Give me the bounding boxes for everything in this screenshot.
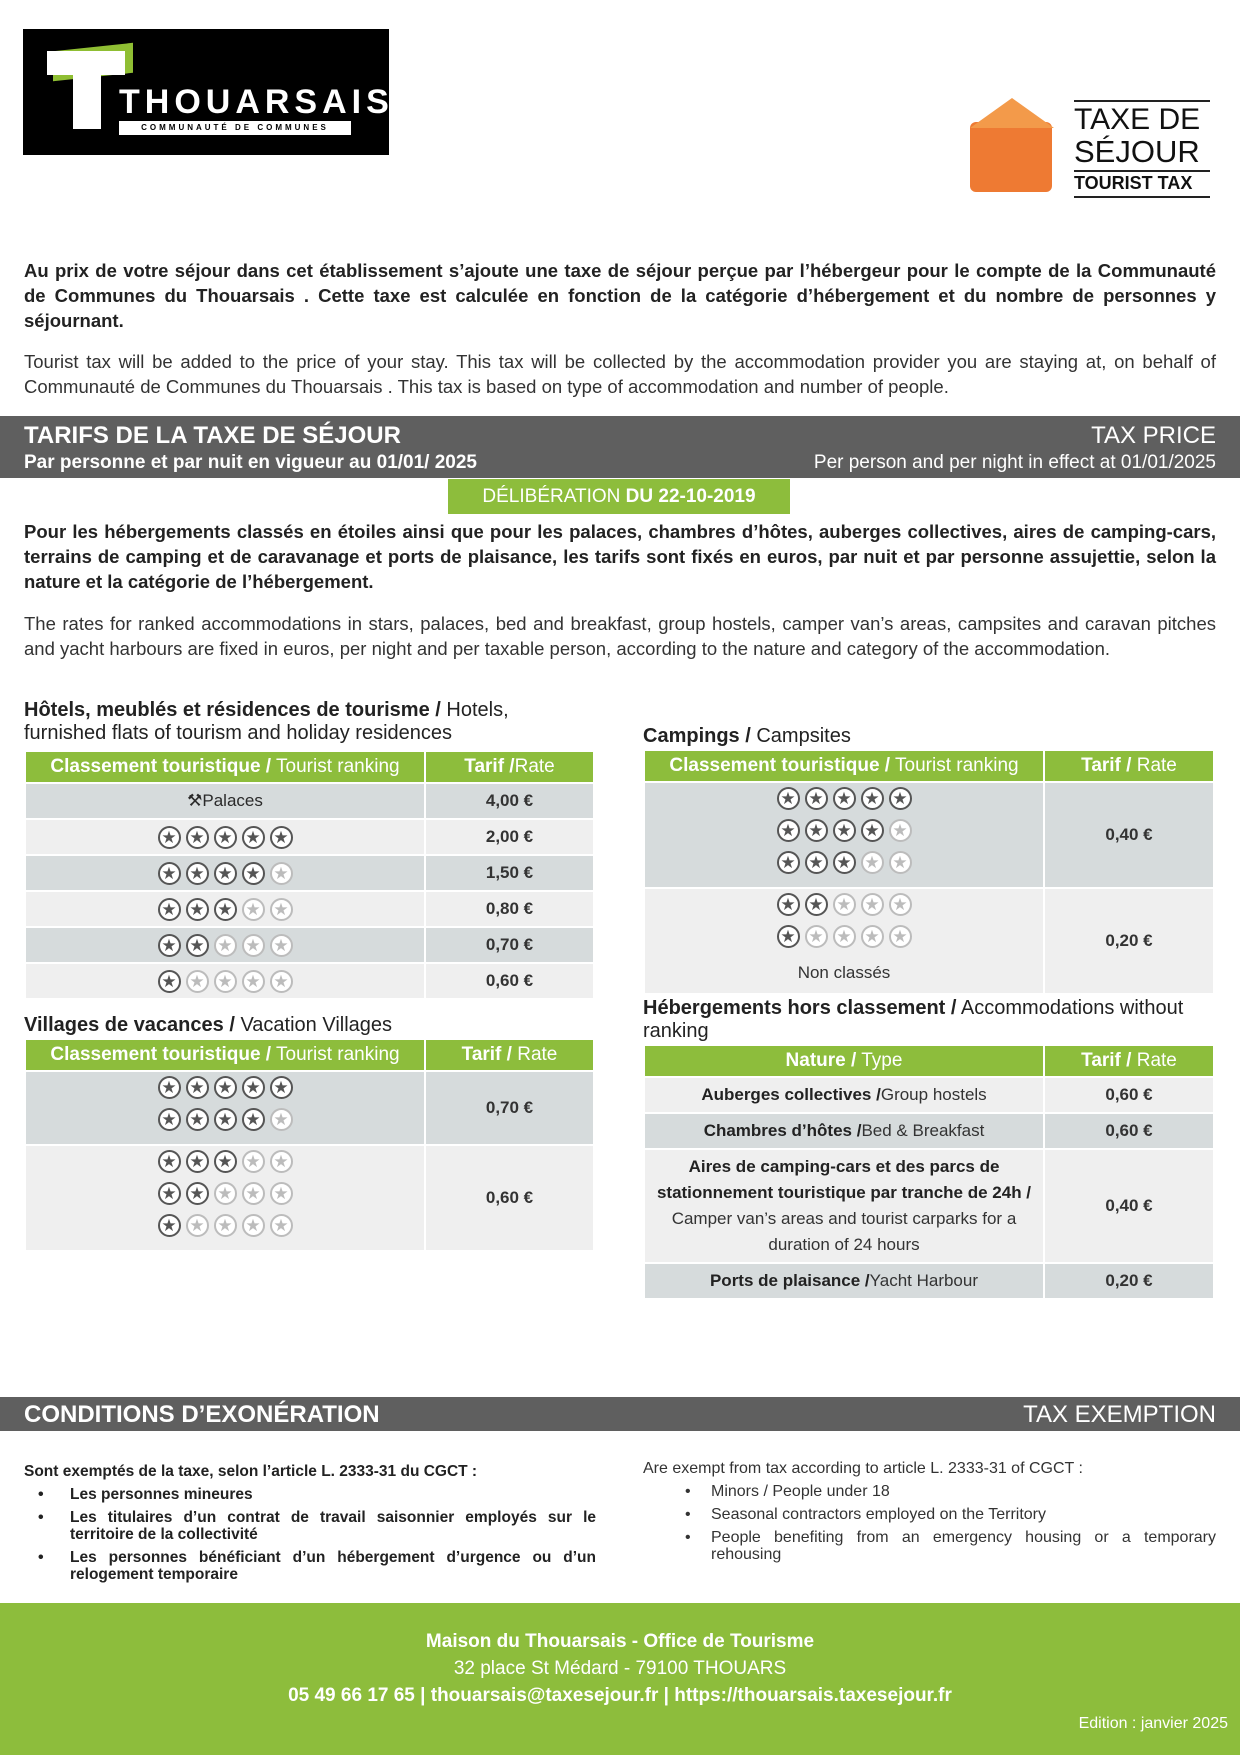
star-filled-icon: ★: [158, 1108, 181, 1131]
villages-table: [24, 1038, 595, 1252]
rate-cell: 0,20 €: [1044, 1263, 1214, 1299]
star-filled-icon: ★: [158, 970, 181, 993]
star-filled-icon: ★: [777, 851, 800, 874]
star-rating: [777, 893, 912, 916]
star-filled-icon: ★: [805, 819, 828, 842]
star-rating: [158, 898, 293, 921]
table-row: [25, 783, 594, 819]
star-filled-icon: ★: [214, 1076, 237, 1099]
exemption-band: [0, 1397, 1240, 1431]
rate-cell: 0,20 €: [1044, 888, 1214, 994]
star-empty-icon: ★: [242, 1214, 265, 1237]
palaces-cell: [25, 783, 425, 819]
star-filled-icon: ★: [158, 826, 181, 849]
unranked-col-rate: Tarif / Rate: [1044, 1045, 1214, 1077]
unranked-title-fr: Hébergements hors classement /: [643, 997, 957, 1019]
deliberation-badge: [448, 479, 790, 514]
star-empty-icon: ★: [214, 1214, 237, 1237]
star-filled-icon: ★: [777, 925, 800, 948]
star-filled-icon: ★: [158, 1150, 181, 1173]
stars-cell: [25, 819, 425, 855]
star-filled-icon: ★: [214, 898, 237, 921]
list-item: • Les titulaires d’un contrat de travail saisonnier employés sur le territoire de la collectivité: [24, 1509, 596, 1543]
villages-title: [24, 1014, 584, 1037]
star-filled-icon: ★: [805, 851, 828, 874]
palace-icon: ⚒: [187, 791, 203, 810]
star-filled-icon: ★: [777, 893, 800, 916]
star-filled-icon: ★: [158, 898, 181, 921]
footer: [0, 1603, 1240, 1755]
star-filled-icon: ★: [186, 934, 209, 957]
table-row: [25, 819, 594, 855]
star-rating: [158, 1076, 293, 1099]
star-filled-icon: ★: [270, 826, 293, 849]
stars-cell: [25, 855, 425, 891]
rate-cell: 2,00 €: [425, 819, 594, 855]
star-filled-icon: ★: [889, 787, 912, 810]
unranked-col-type: Nature / Type: [644, 1045, 1044, 1077]
deliberation-label: DÉLIBÉRATION: [482, 486, 621, 507]
star-empty-icon: ★: [270, 898, 293, 921]
rates-intro-fr: Pour les hébergements classés en étoiles ainsi que pour les palaces, chambres d’hôtes, auberges collectives, aires de camping-cars, terrains de camping et de caravanage et ports de plaisance, les tarifs sont fixés en euros, par nuit et par personne assujettie, selon la nature et la catégorie de l’hébergement.: [24, 521, 1216, 592]
t-bar-shape: [47, 51, 125, 75]
star-filled-icon: ★: [214, 1150, 237, 1173]
star-empty-icon: ★: [270, 1182, 293, 1205]
intro-fr: Au prix de votre séjour dans cet établissement s’ajoute une taxe de séjour perçue par l’hébergeur pour le compte de la Communauté de Communes du Thouarsais . Cette taxe est calculée en fonction de la catégorie d’hébergement et du nombre de personnes y séjournant.: [24, 260, 1216, 331]
exemption-title-en: TAX EXEMPTION: [1023, 1401, 1216, 1428]
star-empty-icon: ★: [186, 1214, 209, 1237]
table-row: [644, 782, 1214, 888]
list-item: • Les personnes mineures: [24, 1486, 596, 1503]
hotels-title-en: Hotels, furnished flats of tourism and holiday residences: [24, 699, 509, 744]
stars-cell: [25, 1145, 425, 1251]
exemption-title-fr: CONDITIONS D’EXONÉRATION: [24, 1401, 380, 1428]
star-filled-icon: ★: [214, 1108, 237, 1131]
stars-cell: [25, 927, 425, 963]
footer-contact: 05 49 66 17 65 | thouarsais@taxesejour.fr | https://thouarsais.taxesejour.fr: [288, 1685, 952, 1706]
stars-cell: [644, 782, 1044, 888]
rate-cell: 1,50 €: [425, 855, 594, 891]
star-filled-icon: ★: [158, 862, 181, 885]
type-cell: Aires de camping-cars et des parcs de stationnement touristique par tranche de 24h / Camper van’s areas and tourist carparks for a duration of 24 hours: [644, 1149, 1044, 1263]
table-row: [25, 855, 594, 891]
rate-cell: 0,40 €: [1044, 1149, 1214, 1263]
hotels-title: [24, 699, 584, 745]
star-empty-icon: ★: [889, 893, 912, 916]
star-rating: [158, 1108, 293, 1131]
star-empty-icon: ★: [270, 1214, 293, 1237]
tariffs-sub-fr: Par personne et par nuit en vigueur au 01/01/ 2025: [24, 452, 478, 473]
star-empty-icon: ★: [242, 970, 265, 993]
star-filled-icon: ★: [270, 1076, 293, 1099]
star-empty-icon: ★: [186, 970, 209, 993]
rate-cell: 0,40 €: [1044, 782, 1214, 888]
star-filled-icon: ★: [186, 1182, 209, 1205]
stars-cell: [25, 963, 425, 999]
star-filled-icon: ★: [777, 819, 800, 842]
star-filled-icon: ★: [158, 1214, 181, 1237]
tariffs-title-en: TAX PRICE: [1091, 422, 1216, 449]
star-filled-icon: ★: [242, 826, 265, 849]
stars-cell: [644, 888, 1044, 994]
footer-address: 32 place St Médard - 79100 THOUARS: [453, 1658, 787, 1679]
star-empty-icon: ★: [214, 970, 237, 993]
campings-title-en: Campsites: [756, 725, 851, 747]
deliberation-date: DU 22-10-2019: [625, 486, 756, 507]
star-empty-icon: ★: [270, 1108, 293, 1131]
star-filled-icon: ★: [158, 934, 181, 957]
type-cell: Ports de plaisance /Yacht Harbour: [644, 1263, 1044, 1299]
tariffs-title-fr: TARIFS DE LA TAXE DE SÉJOUR: [24, 422, 401, 449]
star-filled-icon: ★: [777, 787, 800, 810]
star-filled-icon: ★: [805, 787, 828, 810]
table-row: [644, 1077, 1214, 1113]
star-filled-icon: ★: [214, 862, 237, 885]
star-empty-icon: ★: [270, 934, 293, 957]
exemption-fr-list: [24, 1486, 596, 1583]
star-filled-icon: ★: [833, 851, 856, 874]
rates-intro-en: The rates for ranked accommodations in stars, palaces, bed and breakfast, group hostels, camper van’s areas, campsites and caravan pitches and yacht harbours are fixed in euros, per night and per taxable person, according to the nature and category of the accommodation.: [24, 613, 1216, 659]
rate-cell: 0,60 €: [425, 1145, 594, 1251]
star-filled-icon: ★: [861, 787, 884, 810]
unranked-title: [643, 997, 1216, 1043]
hotels-col-rate: Tarif /Rate: [425, 751, 594, 783]
table-row: [644, 1113, 1214, 1149]
star-rating: [158, 1214, 293, 1237]
list-item: • People benefiting from an emergency housing or a temporary rehousing: [643, 1529, 1216, 1563]
star-empty-icon: ★: [214, 934, 237, 957]
star-filled-icon: ★: [833, 787, 856, 810]
t-stem-shape: [73, 75, 101, 129]
list-item: • Minors / People under 18: [643, 1483, 1216, 1500]
tariffs-sub-en: Per person and per night in effect at 01/01/2025: [813, 452, 1216, 473]
rate-cell: 0,60 €: [1044, 1113, 1214, 1149]
star-filled-icon: ★: [833, 819, 856, 842]
list-item: • Seasonal contractors employed on the Territory: [643, 1506, 1216, 1523]
campings-table: [643, 749, 1215, 995]
house-roof-icon: [970, 98, 1054, 128]
star-rating: [777, 819, 912, 842]
rate-cell: 0,70 €: [425, 927, 594, 963]
star-empty-icon: ★: [833, 925, 856, 948]
tax-logo-line3: TOURIST TAX: [1074, 170, 1210, 194]
star-empty-icon: ★: [889, 925, 912, 948]
table-row: [25, 891, 594, 927]
logo-brand: THOUARSAIS: [119, 83, 394, 121]
campings-col-rate: Tarif / Rate: [1044, 750, 1214, 782]
list-item: • Les personnes bénéficiant d’un hébergement d’urgence ou d’un relogement temporaire: [24, 1549, 596, 1583]
palaces-label: Palaces: [202, 791, 263, 810]
star-rating: [158, 1150, 293, 1173]
star-empty-icon: ★: [242, 1182, 265, 1205]
star-filled-icon: ★: [214, 826, 237, 849]
type-cell: Auberges collectives /Group hostels: [644, 1077, 1044, 1113]
tariffs-band: [0, 416, 1240, 478]
unranked-label: Non classés: [797, 963, 891, 982]
star-empty-icon: ★: [270, 862, 293, 885]
star-rating: [158, 970, 293, 993]
campings-col-ranking: Classement touristique / Tourist ranking: [644, 750, 1044, 782]
footer-edition: Edition : janvier 2025: [1078, 1715, 1228, 1732]
star-empty-icon: ★: [889, 851, 912, 874]
rate-cell: 0,70 €: [425, 1071, 594, 1145]
table-row: [25, 1145, 594, 1251]
star-filled-icon: ★: [186, 826, 209, 849]
hotels-table: [24, 750, 595, 1000]
tax-logo-line1: TAXE DE: [1074, 103, 1201, 136]
star-empty-icon: ★: [242, 934, 265, 957]
star-empty-icon: ★: [833, 893, 856, 916]
rate-cell: 0,80 €: [425, 891, 594, 927]
tax-logo-text: [1074, 100, 1210, 198]
star-rating: [777, 925, 912, 948]
house-icon: [970, 122, 1052, 192]
star-rating: [158, 826, 293, 849]
star-filled-icon: ★: [242, 862, 265, 885]
star-empty-icon: ★: [242, 1150, 265, 1173]
star-filled-icon: ★: [242, 1076, 265, 1099]
table-row: [644, 888, 1214, 994]
taxe-sejour-logo: [966, 100, 1216, 196]
exemption-en-intro: Are exempt from tax according to article L. 2333-31 of CGCT :: [643, 1460, 1083, 1477]
star-filled-icon: ★: [242, 1108, 265, 1131]
villages-title-en: Vacation Villages: [240, 1014, 393, 1036]
star-empty-icon: ★: [270, 1150, 293, 1173]
hotels-title-fr: Hôtels, meublés et résidences de tourisme /: [24, 699, 441, 721]
table-row: [25, 1071, 594, 1145]
star-filled-icon: ★: [861, 819, 884, 842]
star-filled-icon: ★: [186, 1076, 209, 1099]
logo-subtitle: COMMUNAUTÉ DE COMMUNES: [119, 121, 351, 135]
stars-cell: [25, 1071, 425, 1145]
rate-cell: 0,60 €: [425, 963, 594, 999]
star-empty-icon: ★: [861, 925, 884, 948]
rate-cell: 4,00 €: [425, 783, 594, 819]
villages-title-fr: Villages de vacances /: [24, 1014, 235, 1036]
star-filled-icon: ★: [186, 1108, 209, 1131]
star-filled-icon: ★: [186, 898, 209, 921]
rate-cell: 0,60 €: [1044, 1077, 1214, 1113]
tax-logo-line2: SÉJOUR: [1074, 134, 1200, 169]
hotels-col-ranking: Classement touristique / Tourist ranking: [25, 751, 425, 783]
star-empty-icon: ★: [889, 819, 912, 842]
star-empty-icon: ★: [805, 925, 828, 948]
star-filled-icon: ★: [805, 893, 828, 916]
thouarsais-logo: [23, 29, 394, 155]
star-filled-icon: ★: [158, 1076, 181, 1099]
star-empty-icon: ★: [861, 851, 884, 874]
campings-title: [643, 725, 1216, 748]
unranked-table: [643, 1044, 1215, 1300]
intro-en: Tourist tax will be added to the price of your stay. This tax will be collected by the accommodation provider you are staying at, on behalf of Communauté de Communes du Thouarsais . This tax is based on type of accommodation and number of people.: [24, 351, 1216, 397]
star-rating: [777, 851, 912, 874]
star-filled-icon: ★: [186, 862, 209, 885]
villages-col-ranking: Classement touristique / Tourist ranking: [25, 1039, 425, 1071]
star-rating: [777, 787, 912, 810]
star-empty-icon: ★: [214, 1182, 237, 1205]
star-filled-icon: ★: [186, 1150, 209, 1173]
exemption-en: [643, 1460, 1216, 1569]
unranked-title-en: Accommodations without ranking: [643, 997, 1184, 1042]
star-empty-icon: ★: [270, 970, 293, 993]
campings-title-fr: Campings /: [643, 725, 751, 747]
table-row: [644, 1263, 1214, 1299]
villages-col-rate: Tarif / Rate: [425, 1039, 594, 1071]
star-empty-icon: ★: [242, 898, 265, 921]
stars-cell: [25, 891, 425, 927]
star-rating: [158, 862, 293, 885]
table-row: [25, 927, 594, 963]
table-row: [644, 1149, 1214, 1263]
exemption-en-list: [643, 1483, 1216, 1563]
star-filled-icon: ★: [158, 1182, 181, 1205]
star-rating: [158, 1182, 293, 1205]
star-empty-icon: ★: [861, 893, 884, 916]
type-cell: Chambres d’hôtes /Bed & Breakfast: [644, 1113, 1044, 1149]
exemption-fr: [24, 1463, 596, 1589]
exemption-fr-intro: Sont exemptés de la taxe, selon l’article L. 2333-31 du CGCT :: [24, 1463, 478, 1480]
star-rating: [158, 934, 293, 957]
footer-org: Maison du Thouarsais - Office de Tourisme: [425, 1631, 815, 1652]
table-row: [25, 963, 594, 999]
